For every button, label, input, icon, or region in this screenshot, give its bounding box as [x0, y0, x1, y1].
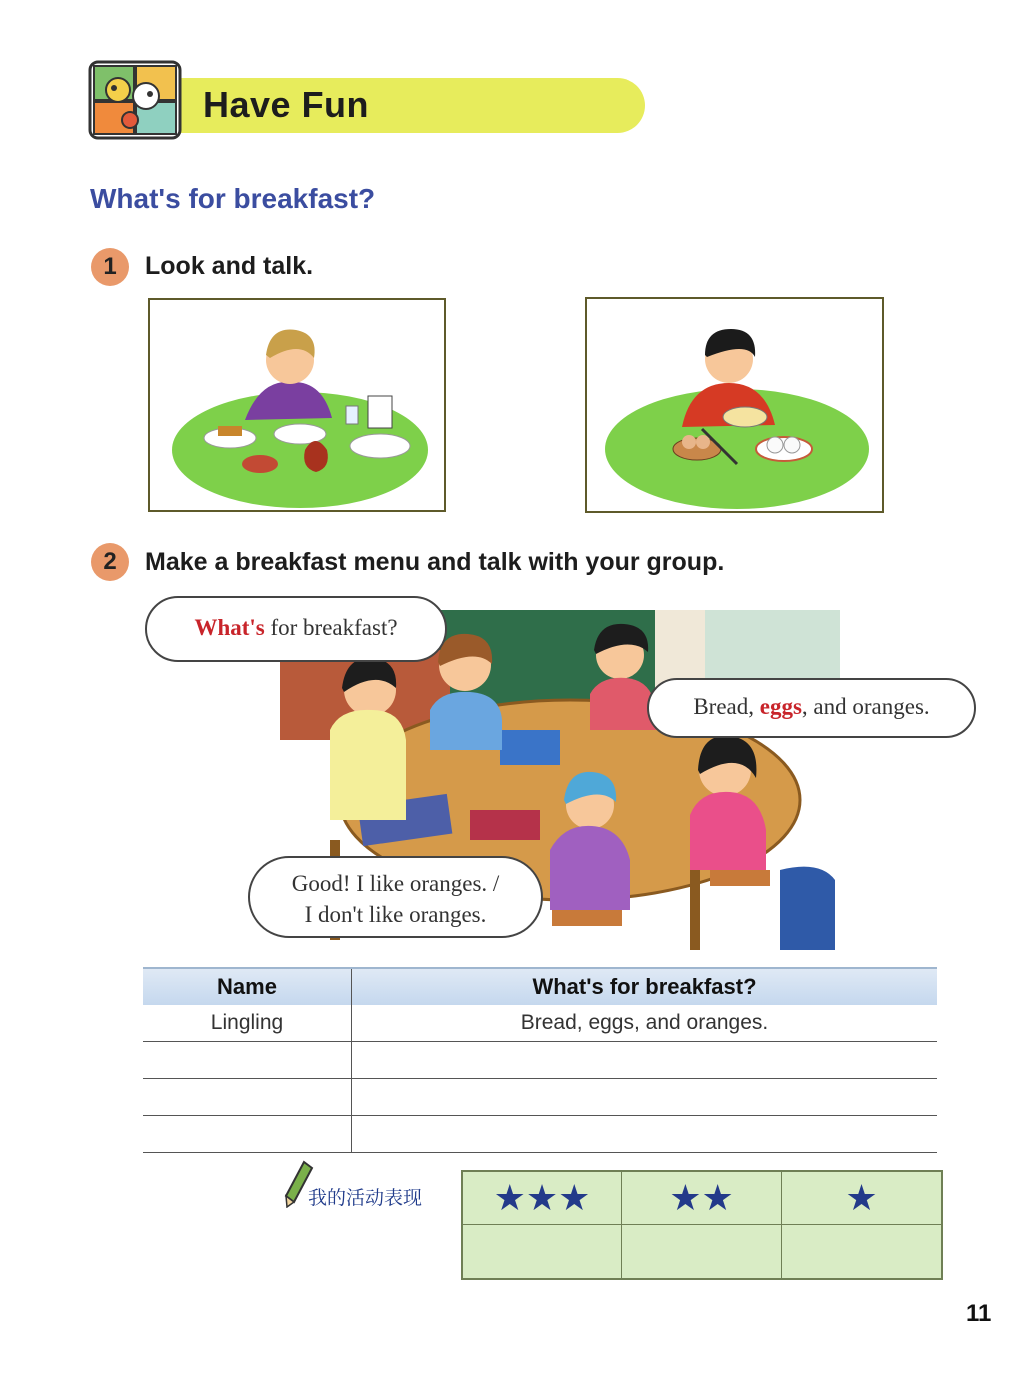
puzzle-mascot-icon	[80, 58, 185, 143]
rating-check-two[interactable]	[622, 1225, 782, 1278]
rating-check-three[interactable]	[463, 1225, 622, 1278]
speech-bubble-question	[145, 596, 447, 662]
answer-part-1: Bread,	[693, 694, 760, 719]
star-icon: ★★	[669, 1177, 734, 1218]
performance-rating-grid	[461, 1170, 943, 1280]
answer-highlight: eggs	[759, 694, 802, 719]
page-number: 11	[966, 1300, 992, 1327]
star-icon: ★	[845, 1177, 878, 1218]
cell-name[interactable]	[143, 1116, 352, 1152]
header-name: Name	[143, 969, 352, 1005]
breakfast-picture-chinese	[585, 297, 884, 513]
cell-breakfast[interactable]	[352, 1116, 937, 1152]
step-number-2: 2	[91, 543, 129, 581]
rating-check-one[interactable]	[782, 1225, 941, 1278]
step-number-1: 1	[91, 248, 129, 286]
performance-label: 我的活动表现	[308, 1187, 423, 1209]
breakfast-picture-western	[148, 298, 446, 512]
cell-name[interactable]: Lingling	[143, 1005, 352, 1041]
cell-breakfast[interactable]: Bread, eggs, and oranges.	[520, 1011, 769, 1034]
section-subtitle: What's for breakfast?	[90, 183, 376, 214]
step-1-instruction: Look and talk.	[145, 252, 314, 280]
page-title: Have Fun	[203, 84, 370, 125]
cell-breakfast[interactable]	[352, 1042, 937, 1078]
reply-line-1: Good! I like oranges. /	[291, 871, 500, 896]
cell-name[interactable]	[143, 1079, 352, 1115]
star-icon: ★★★	[493, 1177, 591, 1218]
step-2-instruction: Make a breakfast menu and talk with your group.	[145, 548, 725, 576]
rating-two-stars[interactable]	[622, 1172, 782, 1225]
reply-line-2: I don't like oranges.	[304, 902, 487, 927]
answer-part-2: , and oranges.	[801, 694, 930, 719]
breakfast-menu-table	[143, 967, 937, 1153]
rating-three-stars[interactable]	[463, 1172, 622, 1225]
table-row	[143, 1005, 937, 1042]
table-row	[143, 1042, 937, 1079]
table-row	[143, 1079, 937, 1116]
table-row	[143, 1116, 937, 1153]
table-header	[143, 967, 937, 1005]
speech-bubble-answer	[647, 678, 976, 738]
header-breakfast: What's for breakfast?	[532, 974, 757, 999]
speech-bubble-reply	[248, 856, 543, 938]
question-text: for breakfast?	[264, 615, 398, 640]
cell-breakfast[interactable]	[352, 1079, 937, 1115]
rating-one-star[interactable]	[782, 1172, 941, 1225]
cell-name[interactable]	[143, 1042, 352, 1078]
question-highlight: What's	[194, 615, 265, 640]
